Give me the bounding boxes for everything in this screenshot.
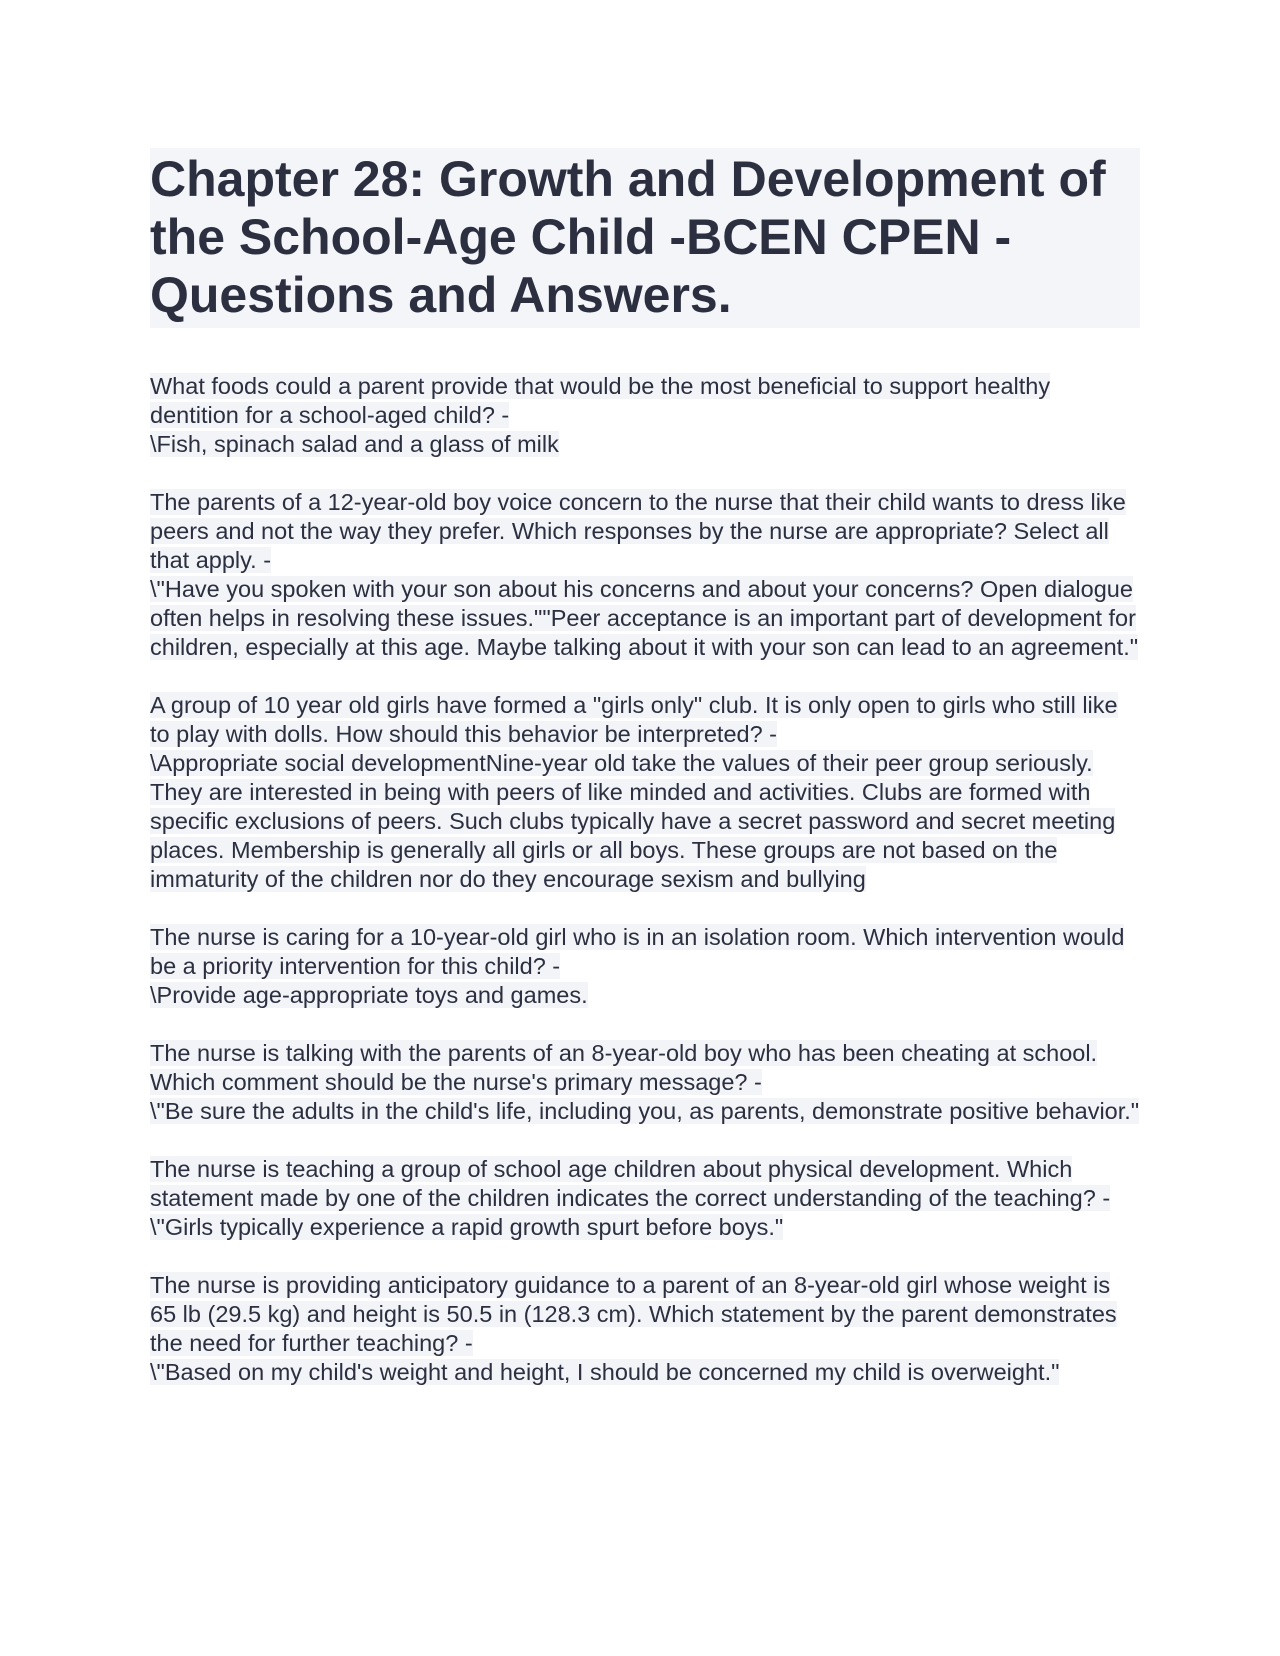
qa-item [150, 488, 1140, 662]
qa-list [150, 372, 1140, 1387]
document-page [150, 148, 1140, 1416]
question-text: The nurse is teaching a group of school age children about physical development. Which statement made by one of the children indicates the correct understanding of the teaching? - [150, 1156, 1111, 1211]
question-text: The nurse is talking with the parents of an 8-year-old boy who has been cheating at school. Which comment should be the nurse's primary message? - [150, 1040, 1098, 1095]
question-text: The nurse is caring for a 10-year-old girl who is in an isolation room. Which intervention would be a priority intervention for this child? - [150, 924, 1125, 979]
qa-item [150, 923, 1140, 1010]
question-text: A group of 10 year old girls have formed a "girls only" club. It is only open to girls who still like to play with dolls. How should this behavior be interpreted? - [150, 692, 1118, 747]
qa-item [150, 691, 1140, 894]
qa-item [150, 1155, 1140, 1242]
question-text: The parents of a 12-year-old boy voice concern to the nurse that their child wants to dress like peers and not the way they prefer. Which responses by the nurse are appropriate? Select all that apply. - [150, 489, 1126, 573]
answer-text: \Fish, spinach salad and a glass of milk [150, 431, 559, 457]
answer-text: \"Have you spoken with your son about his concerns and about your concerns? Open dialogue often helps in resolving these issues.""Peer acceptance is an important part of development for children, especially at this age. Maybe talking about it with your son can lead to an agreement." [150, 576, 1139, 660]
answer-text: \Appropriate social developmentNine-year old take the values of their peer group seriously. They are interested in being with peers of like minded and activities. Clubs are formed with specific exclusions of peers. Such clubs typically have a secret password and secret meeting places. Membership is generally all girls or all boys. These groups are not based on the immaturity of the children nor do they encourage sexism and bullying [150, 750, 1116, 892]
document-title: Chapter 28: Growth and Development of the School-Age Child -BCEN CPEN - Questions and Answers. [150, 148, 1140, 328]
question-text: What foods could a parent provide that would be the most beneficial to support healthy dentition for a school-aged child? - [150, 373, 1051, 428]
qa-item [150, 372, 1140, 459]
answer-text: \"Based on my child's weight and height, I should be concerned my child is overweight." [150, 1359, 1060, 1385]
answer-text: \"Girls typically experience a rapid growth spurt before boys." [150, 1214, 784, 1240]
answer-text: \"Be sure the adults in the child's life, including you, as parents, demonstrate positive behavior." [150, 1098, 1140, 1124]
question-text: The nurse is providing anticipatory guidance to a parent of an 8-year-old girl whose weight is 65 lb (29.5 kg) and height is 50.5 in (128.3 cm). Which statement by the parent demonstrates the need for further teaching? - [150, 1272, 1117, 1356]
answer-text: \Provide age-appropriate toys and games. [150, 982, 588, 1008]
qa-item [150, 1039, 1140, 1126]
qa-item [150, 1271, 1140, 1387]
